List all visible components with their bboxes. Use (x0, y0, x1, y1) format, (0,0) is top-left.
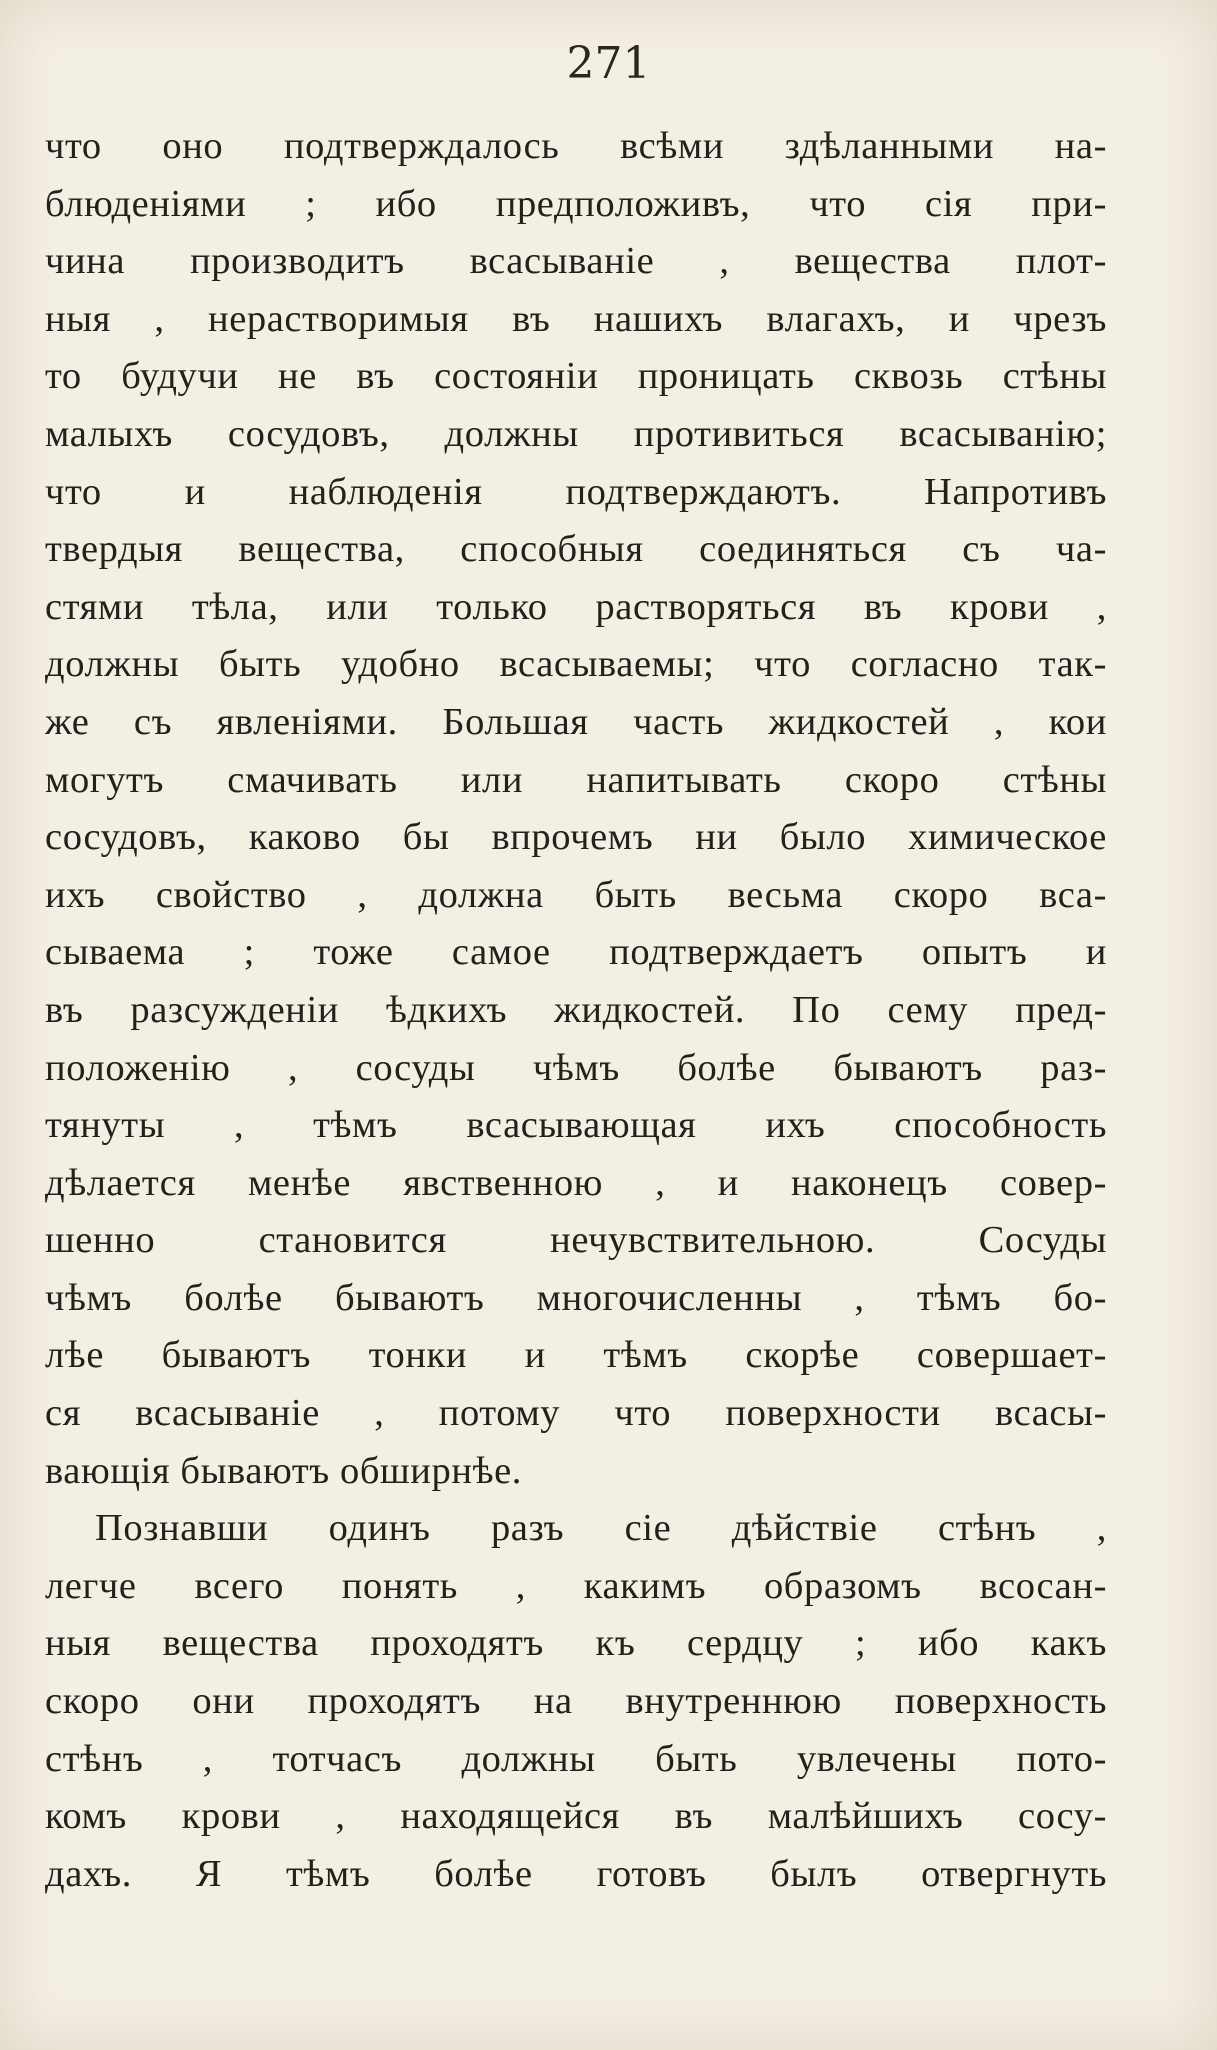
text-line: сосудовъ, каково бы впрочемъ ни было химическое (45, 816, 1107, 859)
text-line: въ разсужденіи ѣдкихъ жидкостей. По сему пред- (45, 988, 1107, 1031)
text-line: что и наблюденія подтверждаютъ. Напротивъ (45, 470, 1107, 513)
text-line: комъ крови , находящейся въ малѣйшихъ сосу- (45, 1795, 1107, 1838)
text-line: же съ явленіями. Большая часть жидкостей , кои (45, 700, 1107, 743)
text-line: должны быть удобно всасываемы; что согласно так- (45, 643, 1107, 686)
text-line: чѣмъ болѣе бываютъ многочисленны , тѣмъ бо- (45, 1276, 1107, 1319)
text-line: вающія бываютъ обширнѣе. (45, 1449, 522, 1492)
text-line: шенно становится нечувствительною. Сосуды (45, 1219, 1107, 1262)
text-line: блюденіями ; ибо предположивъ, что сія при- (45, 182, 1107, 225)
text-line: ныя , нерастворимыя въ нашихъ влагахъ, и чрезъ (45, 297, 1107, 340)
text-line: ся всасываніе , потому что поверхности всасы- (45, 1392, 1107, 1435)
text-line: положенію , сосуды чѣмъ болѣе бываютъ раз- (45, 1046, 1107, 1089)
text-line: малыхъ сосудовъ, должны противиться всасыванію; (45, 412, 1107, 455)
text-line: дахъ. Я тѣмъ болѣе готовъ былъ отвергнуть (45, 1852, 1107, 1895)
text-line: то будучи не въ состояніи проницать сквозь стѣны (45, 355, 1107, 398)
text-line: ихъ свойство , должна быть весьма скоро вса- (45, 873, 1107, 916)
text-line: могутъ смачивать или напитывать скоро стѣны (45, 758, 1107, 801)
text-line: скоро они проходятъ на внутреннюю поверхность (45, 1680, 1107, 1723)
text-line: дѣлается менѣе явственною , и наконецъ совер- (45, 1161, 1107, 1204)
text-line: сываема ; тоже самое подтверждаетъ опытъ и (45, 931, 1107, 974)
text-line: стѣнъ , тотчасъ должны быть увлечены пото- (45, 1737, 1107, 1780)
text-line: твердыя вещества, способныя соединяться съ ча- (45, 528, 1107, 571)
text-line: стями тѣла, или только растворяться въ крови , (45, 585, 1107, 628)
text-line: Познавши одинъ разъ сіе дѣйствіе стѣнъ , (95, 1507, 1107, 1550)
text-line: что оно подтверждалось всѣми здѣланными на- (45, 125, 1107, 167)
text-line: легче всего понять , какимъ образомъ всосан- (45, 1564, 1107, 1607)
text-line: чина производитъ всасываніе , вещества плот- (45, 240, 1107, 283)
text-line: лѣе бываютъ тонки и тѣмъ скорѣе совершает- (45, 1334, 1107, 1377)
body-text (45, 118, 1107, 1903)
text-line: ныя вещества проходятъ къ сердцу ; ибо какъ (45, 1622, 1107, 1665)
page-number: 271 (566, 38, 651, 89)
text-line: тянуты , тѣмъ всасывающая ихъ способность (45, 1104, 1107, 1147)
